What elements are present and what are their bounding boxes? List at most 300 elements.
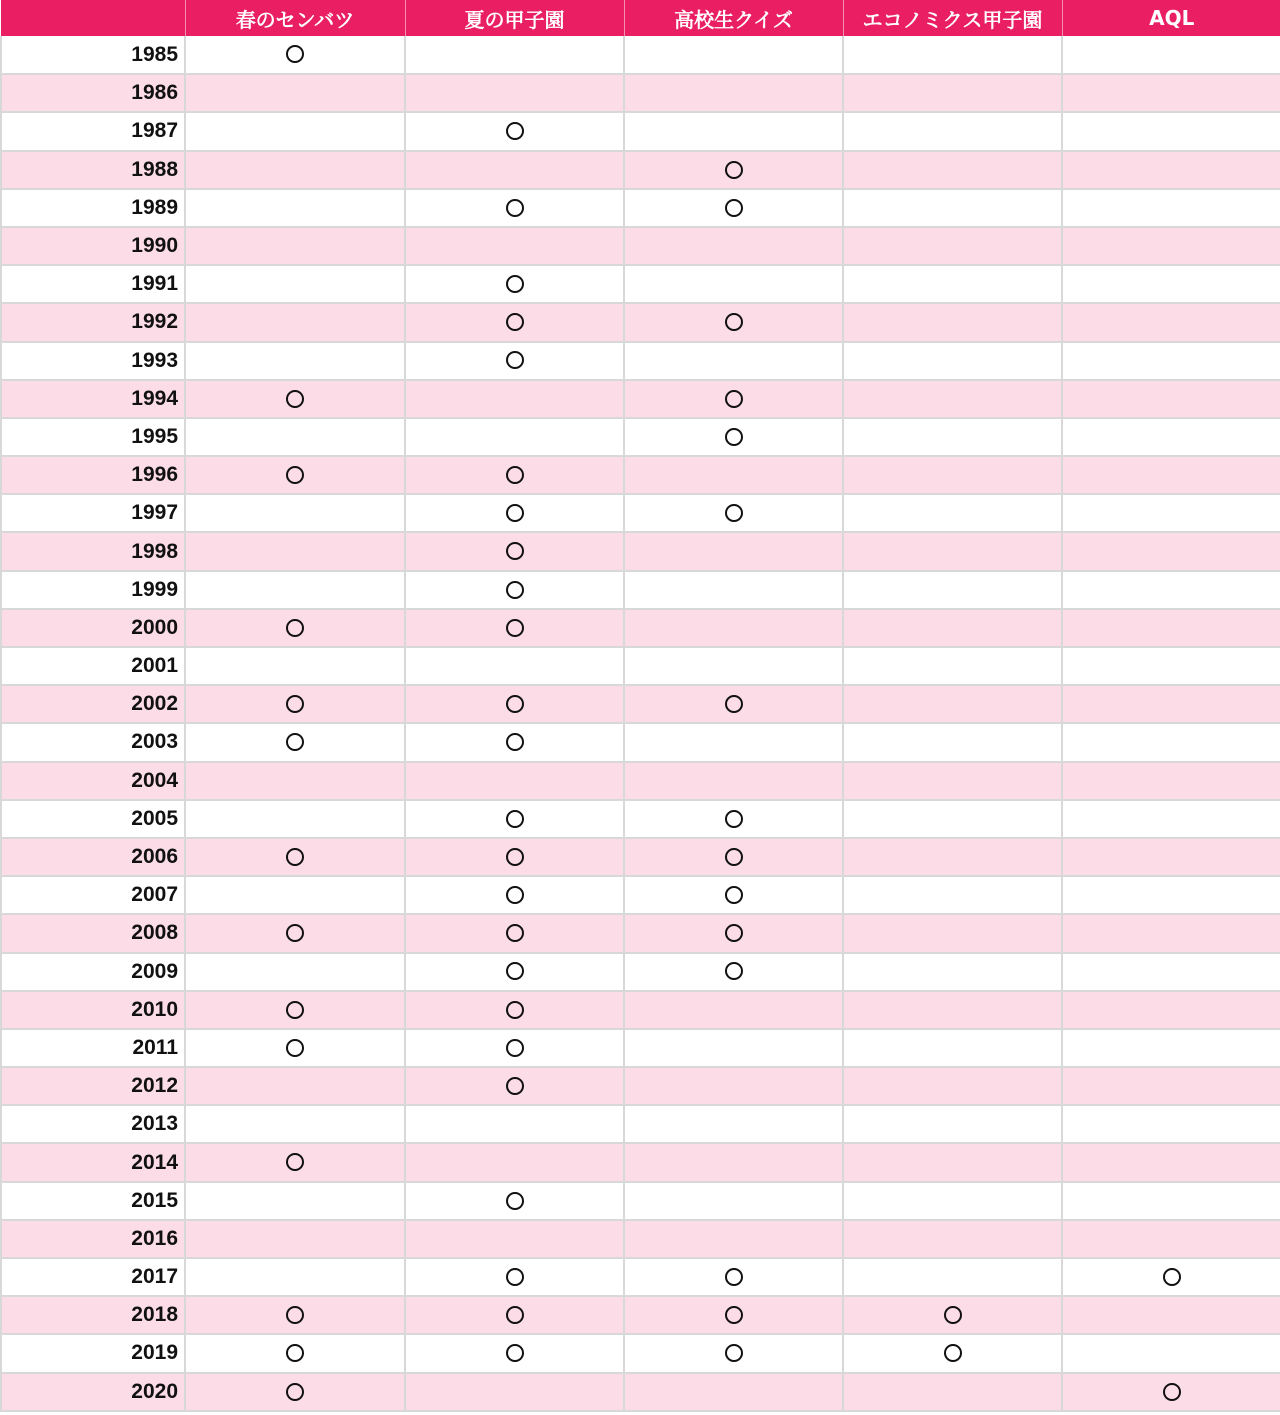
cell-economics-koshien	[843, 342, 1062, 380]
cell-aql	[1062, 571, 1280, 609]
cell-summer-koshien	[405, 418, 624, 456]
table-header	[1, 0, 1280, 36]
participation-mark-icon	[506, 275, 524, 293]
participation-mark-icon	[725, 504, 743, 522]
cell-aql	[1062, 876, 1280, 914]
cell-economics-koshien	[843, 1182, 1062, 1220]
cell-aql	[1062, 189, 1280, 227]
cell-spring-senbatsu	[185, 609, 405, 647]
cell-summer-koshien	[405, 571, 624, 609]
cell-high-school-quiz	[624, 723, 843, 761]
cell-summer-koshien	[405, 647, 624, 685]
table-row	[1, 1334, 1280, 1372]
cell-summer-koshien	[405, 1105, 624, 1143]
cell-summer-koshien	[405, 494, 624, 532]
header-aql: AQL	[1149, 6, 1195, 30]
cell-high-school-quiz	[624, 838, 843, 876]
cell-economics-koshien	[843, 456, 1062, 494]
cell-spring-senbatsu	[185, 800, 405, 838]
cell-spring-senbatsu	[185, 991, 405, 1029]
cell-summer-koshien	[405, 112, 624, 150]
cell-economics-koshien	[843, 418, 1062, 456]
cell-aql	[1062, 1105, 1280, 1143]
table-row	[1, 532, 1280, 570]
cell-summer-koshien	[405, 1143, 624, 1181]
table-row	[1, 1105, 1280, 1143]
cell-economics-koshien	[843, 532, 1062, 570]
cell-spring-senbatsu	[185, 36, 405, 74]
year-cell: 1992	[1, 303, 185, 341]
cell-high-school-quiz	[624, 532, 843, 570]
cell-high-school-quiz	[624, 1105, 843, 1143]
cell-spring-senbatsu	[185, 876, 405, 914]
header-high-school-quiz: 高校生クイズ	[624, 0, 843, 36]
cell-aql	[1062, 1296, 1280, 1334]
cell-aql	[1062, 342, 1280, 380]
cell-high-school-quiz	[624, 265, 843, 303]
participation-mark-icon	[286, 733, 304, 751]
cell-economics-koshien	[843, 1067, 1062, 1105]
cell-spring-senbatsu	[185, 1067, 405, 1105]
participation-mark-icon	[506, 848, 524, 866]
cell-aql	[1062, 838, 1280, 876]
participation-mark-icon	[506, 962, 524, 980]
cell-spring-senbatsu	[185, 1105, 405, 1143]
participation-mark-icon	[725, 810, 743, 828]
cell-economics-koshien	[843, 265, 1062, 303]
cell-spring-senbatsu	[185, 494, 405, 532]
participation-mark-icon	[286, 1153, 304, 1171]
cell-spring-senbatsu	[185, 1182, 405, 1220]
year-cell: 2003	[1, 723, 185, 761]
cell-economics-koshien	[843, 74, 1062, 112]
cell-aql	[1062, 723, 1280, 761]
year-cell: 1999	[1, 571, 185, 609]
cell-summer-koshien	[405, 456, 624, 494]
table-row	[1, 1296, 1280, 1334]
year-cell: 2007	[1, 876, 185, 914]
cell-high-school-quiz	[624, 456, 843, 494]
cell-summer-koshien	[405, 380, 624, 418]
cell-economics-koshien	[843, 953, 1062, 991]
participation-mark-icon	[506, 1192, 524, 1210]
cell-aql	[1062, 456, 1280, 494]
year-cell: 1988	[1, 151, 185, 189]
cell-summer-koshien	[405, 1258, 624, 1296]
cell-high-school-quiz	[624, 762, 843, 800]
cell-summer-koshien	[405, 74, 624, 112]
cell-economics-koshien	[843, 1334, 1062, 1372]
participation-mark-icon	[286, 390, 304, 408]
cell-high-school-quiz	[624, 1258, 843, 1296]
cell-economics-koshien	[843, 609, 1062, 647]
participation-mark-icon	[286, 848, 304, 866]
table-row	[1, 494, 1280, 532]
cell-aql	[1062, 303, 1280, 341]
table-row	[1, 1067, 1280, 1105]
table-row	[1, 647, 1280, 685]
cell-economics-koshien	[843, 1105, 1062, 1143]
cell-summer-koshien	[405, 342, 624, 380]
participation-mark-icon	[286, 1383, 304, 1401]
cell-aql	[1062, 532, 1280, 570]
year-cell: 2017	[1, 1258, 185, 1296]
cell-economics-koshien	[843, 227, 1062, 265]
cell-economics-koshien	[843, 189, 1062, 227]
year-cell: 1990	[1, 227, 185, 265]
cell-economics-koshien	[843, 647, 1062, 685]
year-cell: 2020	[1, 1373, 185, 1411]
table-row	[1, 1143, 1280, 1181]
participation-mark-icon	[725, 161, 743, 179]
cell-high-school-quiz	[624, 876, 843, 914]
cell-summer-koshien	[405, 189, 624, 227]
year-cell: 2011	[1, 1029, 185, 1067]
cell-aql	[1062, 1143, 1280, 1181]
year-cell: 2018	[1, 1296, 185, 1334]
cell-spring-senbatsu	[185, 762, 405, 800]
participation-mark-icon	[725, 886, 743, 904]
cell-aql	[1062, 1182, 1280, 1220]
participation-mark-icon	[506, 351, 524, 369]
cell-summer-koshien	[405, 303, 624, 341]
year-cell: 1996	[1, 456, 185, 494]
participation-mark-icon	[286, 1344, 304, 1362]
year-cell: 2008	[1, 914, 185, 952]
cell-spring-senbatsu	[185, 303, 405, 341]
participation-mark-icon	[506, 1077, 524, 1095]
cell-aql	[1062, 762, 1280, 800]
cell-high-school-quiz	[624, 647, 843, 685]
cell-economics-koshien	[843, 762, 1062, 800]
cell-spring-senbatsu	[185, 685, 405, 723]
participation-mark-icon	[725, 695, 743, 713]
cell-summer-koshien	[405, 953, 624, 991]
cell-high-school-quiz	[624, 189, 843, 227]
year-cell: 1997	[1, 494, 185, 532]
cell-economics-koshien	[843, 151, 1062, 189]
cell-aql	[1062, 418, 1280, 456]
year-cell: 2015	[1, 1182, 185, 1220]
cell-aql	[1062, 227, 1280, 265]
cell-high-school-quiz	[624, 342, 843, 380]
table-row	[1, 36, 1280, 74]
table-row	[1, 227, 1280, 265]
cell-aql	[1062, 1258, 1280, 1296]
cell-economics-koshien	[843, 876, 1062, 914]
cell-economics-koshien	[843, 303, 1062, 341]
participation-mark-icon	[506, 1306, 524, 1324]
cell-high-school-quiz	[624, 1067, 843, 1105]
cell-summer-koshien	[405, 609, 624, 647]
cell-summer-koshien	[405, 1220, 624, 1258]
cell-high-school-quiz	[624, 953, 843, 991]
cell-aql	[1062, 1067, 1280, 1105]
participation-mark-icon	[286, 466, 304, 484]
cell-aql	[1062, 609, 1280, 647]
cell-economics-koshien	[843, 723, 1062, 761]
table-row	[1, 74, 1280, 112]
cell-high-school-quiz	[624, 36, 843, 74]
table-row	[1, 1258, 1280, 1296]
table-row	[1, 418, 1280, 456]
participation-mark-icon	[725, 962, 743, 980]
cell-spring-senbatsu	[185, 456, 405, 494]
cell-high-school-quiz	[624, 991, 843, 1029]
cell-economics-koshien	[843, 800, 1062, 838]
table-row	[1, 991, 1280, 1029]
participation-mark-icon	[506, 199, 524, 217]
table-row	[1, 151, 1280, 189]
cell-high-school-quiz	[624, 914, 843, 952]
year-cell: 2013	[1, 1105, 185, 1143]
cell-economics-koshien	[843, 112, 1062, 150]
year-cell: 2006	[1, 838, 185, 876]
cell-economics-koshien	[843, 991, 1062, 1029]
cell-aql	[1062, 1029, 1280, 1067]
cell-spring-senbatsu	[185, 571, 405, 609]
cell-summer-koshien	[405, 36, 624, 74]
cell-high-school-quiz	[624, 227, 843, 265]
cell-high-school-quiz	[624, 74, 843, 112]
table-row	[1, 265, 1280, 303]
cell-high-school-quiz	[624, 1182, 843, 1220]
participation-mark-icon	[506, 313, 524, 331]
participation-mark-icon	[1163, 1383, 1181, 1401]
cell-spring-senbatsu	[185, 1143, 405, 1181]
participation-mark-icon	[725, 848, 743, 866]
participation-mark-icon	[506, 1268, 524, 1286]
participation-mark-icon	[506, 1039, 524, 1057]
participation-mark-icon	[286, 924, 304, 942]
cell-economics-koshien	[843, 1373, 1062, 1411]
participation-mark-icon	[506, 466, 524, 484]
cell-economics-koshien	[843, 1258, 1062, 1296]
cell-spring-senbatsu	[185, 953, 405, 991]
table-row	[1, 685, 1280, 723]
year-cell: 1993	[1, 342, 185, 380]
participation-mark-icon	[506, 542, 524, 560]
header-row	[1, 0, 1280, 36]
participation-mark-icon	[725, 1344, 743, 1362]
table-row	[1, 762, 1280, 800]
year-cell: 1995	[1, 418, 185, 456]
header-spring-senbatsu: 春のセンバツ	[185, 0, 405, 36]
cell-summer-koshien	[405, 265, 624, 303]
header-economics-koshien: エコノミクス甲子園	[843, 0, 1062, 36]
table-row	[1, 342, 1280, 380]
cell-summer-koshien	[405, 762, 624, 800]
cell-spring-senbatsu	[185, 723, 405, 761]
participation-mark-icon	[506, 1001, 524, 1019]
cell-aql	[1062, 991, 1280, 1029]
cell-high-school-quiz	[624, 494, 843, 532]
year-cell: 2001	[1, 647, 185, 685]
participation-mark-icon	[506, 122, 524, 140]
cell-aql	[1062, 112, 1280, 150]
cell-summer-koshien	[405, 1373, 624, 1411]
year-cell: 2005	[1, 800, 185, 838]
cell-aql	[1062, 1220, 1280, 1258]
cell-high-school-quiz	[624, 418, 843, 456]
table-row	[1, 800, 1280, 838]
cell-spring-senbatsu	[185, 647, 405, 685]
participation-mark-icon	[506, 619, 524, 637]
participation-mark-icon	[506, 886, 524, 904]
cell-high-school-quiz	[624, 151, 843, 189]
cell-economics-koshien	[843, 380, 1062, 418]
cell-economics-koshien	[843, 838, 1062, 876]
cell-aql	[1062, 494, 1280, 532]
table-row	[1, 723, 1280, 761]
cell-spring-senbatsu	[185, 1373, 405, 1411]
cell-economics-koshien	[843, 685, 1062, 723]
table-row	[1, 571, 1280, 609]
participation-mark-icon	[286, 1001, 304, 1019]
cell-summer-koshien	[405, 1334, 624, 1372]
header-year-cell	[1, 0, 185, 36]
cell-high-school-quiz	[624, 380, 843, 418]
year-cell: 2002	[1, 685, 185, 723]
table-row	[1, 456, 1280, 494]
participation-mark-icon	[944, 1344, 962, 1362]
cell-high-school-quiz	[624, 1029, 843, 1067]
year-cell: 1986	[1, 74, 185, 112]
cell-economics-koshien	[843, 571, 1062, 609]
table-row	[1, 1373, 1280, 1411]
table-row	[1, 112, 1280, 150]
cell-spring-senbatsu	[185, 74, 405, 112]
cell-economics-koshien	[843, 36, 1062, 74]
year-cell: 2009	[1, 953, 185, 991]
cell-summer-koshien	[405, 1029, 624, 1067]
table-row	[1, 876, 1280, 914]
cell-spring-senbatsu	[185, 418, 405, 456]
participation-mark-icon	[286, 1039, 304, 1057]
participation-mark-icon	[944, 1306, 962, 1324]
year-cell: 1994	[1, 380, 185, 418]
table-row	[1, 914, 1280, 952]
cell-aql	[1062, 265, 1280, 303]
year-cell: 2010	[1, 991, 185, 1029]
year-cell: 2004	[1, 762, 185, 800]
participation-mark-icon	[725, 428, 743, 446]
cell-economics-koshien	[843, 494, 1062, 532]
cell-summer-koshien	[405, 1067, 624, 1105]
cell-high-school-quiz	[624, 609, 843, 647]
participation-mark-icon	[725, 924, 743, 942]
cell-aql	[1062, 380, 1280, 418]
cell-spring-senbatsu	[185, 1220, 405, 1258]
cell-spring-senbatsu	[185, 1029, 405, 1067]
participation-mark-icon	[725, 199, 743, 217]
year-cell: 2019	[1, 1334, 185, 1372]
cell-aql	[1062, 914, 1280, 952]
cell-economics-koshien	[843, 914, 1062, 952]
table-row	[1, 609, 1280, 647]
participation-mark-icon	[286, 1306, 304, 1324]
cell-aql	[1062, 151, 1280, 189]
table-row	[1, 189, 1280, 227]
year-cell: 2016	[1, 1220, 185, 1258]
cell-high-school-quiz	[624, 1220, 843, 1258]
cell-high-school-quiz	[624, 571, 843, 609]
cell-economics-koshien	[843, 1220, 1062, 1258]
cell-high-school-quiz	[624, 685, 843, 723]
participation-mark-icon	[506, 924, 524, 942]
cell-aql	[1062, 647, 1280, 685]
cell-spring-senbatsu	[185, 112, 405, 150]
year-cell: 1998	[1, 532, 185, 570]
cell-spring-senbatsu	[185, 532, 405, 570]
cell-high-school-quiz	[624, 1373, 843, 1411]
table-row	[1, 1029, 1280, 1067]
cell-aql	[1062, 800, 1280, 838]
participation-mark-icon	[506, 581, 524, 599]
participation-mark-icon	[725, 1268, 743, 1286]
cell-economics-koshien	[843, 1143, 1062, 1181]
table-body	[1, 36, 1280, 1411]
cell-summer-koshien	[405, 914, 624, 952]
cell-spring-senbatsu	[185, 1258, 405, 1296]
cell-aql	[1062, 74, 1280, 112]
cell-summer-koshien	[405, 532, 624, 570]
cell-spring-senbatsu	[185, 189, 405, 227]
participation-mark-icon	[506, 810, 524, 828]
cell-aql	[1062, 1373, 1280, 1411]
cell-summer-koshien	[405, 838, 624, 876]
cell-high-school-quiz	[624, 1334, 843, 1372]
header-summer-koshien: 夏の甲子園	[405, 0, 624, 36]
participation-mark-icon	[506, 1344, 524, 1362]
cell-aql	[1062, 685, 1280, 723]
participation-mark-icon	[725, 313, 743, 331]
participation-mark-icon	[506, 695, 524, 713]
year-cell: 2014	[1, 1143, 185, 1181]
cell-summer-koshien	[405, 685, 624, 723]
cell-spring-senbatsu	[185, 342, 405, 380]
cell-economics-koshien	[843, 1296, 1062, 1334]
cell-economics-koshien	[843, 1029, 1062, 1067]
cell-high-school-quiz	[624, 112, 843, 150]
cell-summer-koshien	[405, 800, 624, 838]
cell-summer-koshien	[405, 723, 624, 761]
cell-aql	[1062, 953, 1280, 991]
table-row	[1, 838, 1280, 876]
participation-mark-icon	[286, 619, 304, 637]
table-row	[1, 953, 1280, 991]
participation-mark-icon	[725, 390, 743, 408]
year-cell: 1989	[1, 189, 185, 227]
year-cell: 2000	[1, 609, 185, 647]
cell-spring-senbatsu	[185, 838, 405, 876]
participation-mark-icon	[286, 695, 304, 713]
cell-summer-koshien	[405, 876, 624, 914]
participation-mark-icon	[506, 733, 524, 751]
year-cell: 1987	[1, 112, 185, 150]
year-cell: 2012	[1, 1067, 185, 1105]
table-row	[1, 380, 1280, 418]
cell-spring-senbatsu	[185, 1296, 405, 1334]
participation-mark-icon	[506, 504, 524, 522]
year-cell: 1985	[1, 36, 185, 74]
cell-summer-koshien	[405, 151, 624, 189]
cell-high-school-quiz	[624, 303, 843, 341]
year-cell: 1991	[1, 265, 185, 303]
table-row	[1, 1182, 1280, 1220]
cell-spring-senbatsu	[185, 914, 405, 952]
cell-aql	[1062, 1334, 1280, 1372]
